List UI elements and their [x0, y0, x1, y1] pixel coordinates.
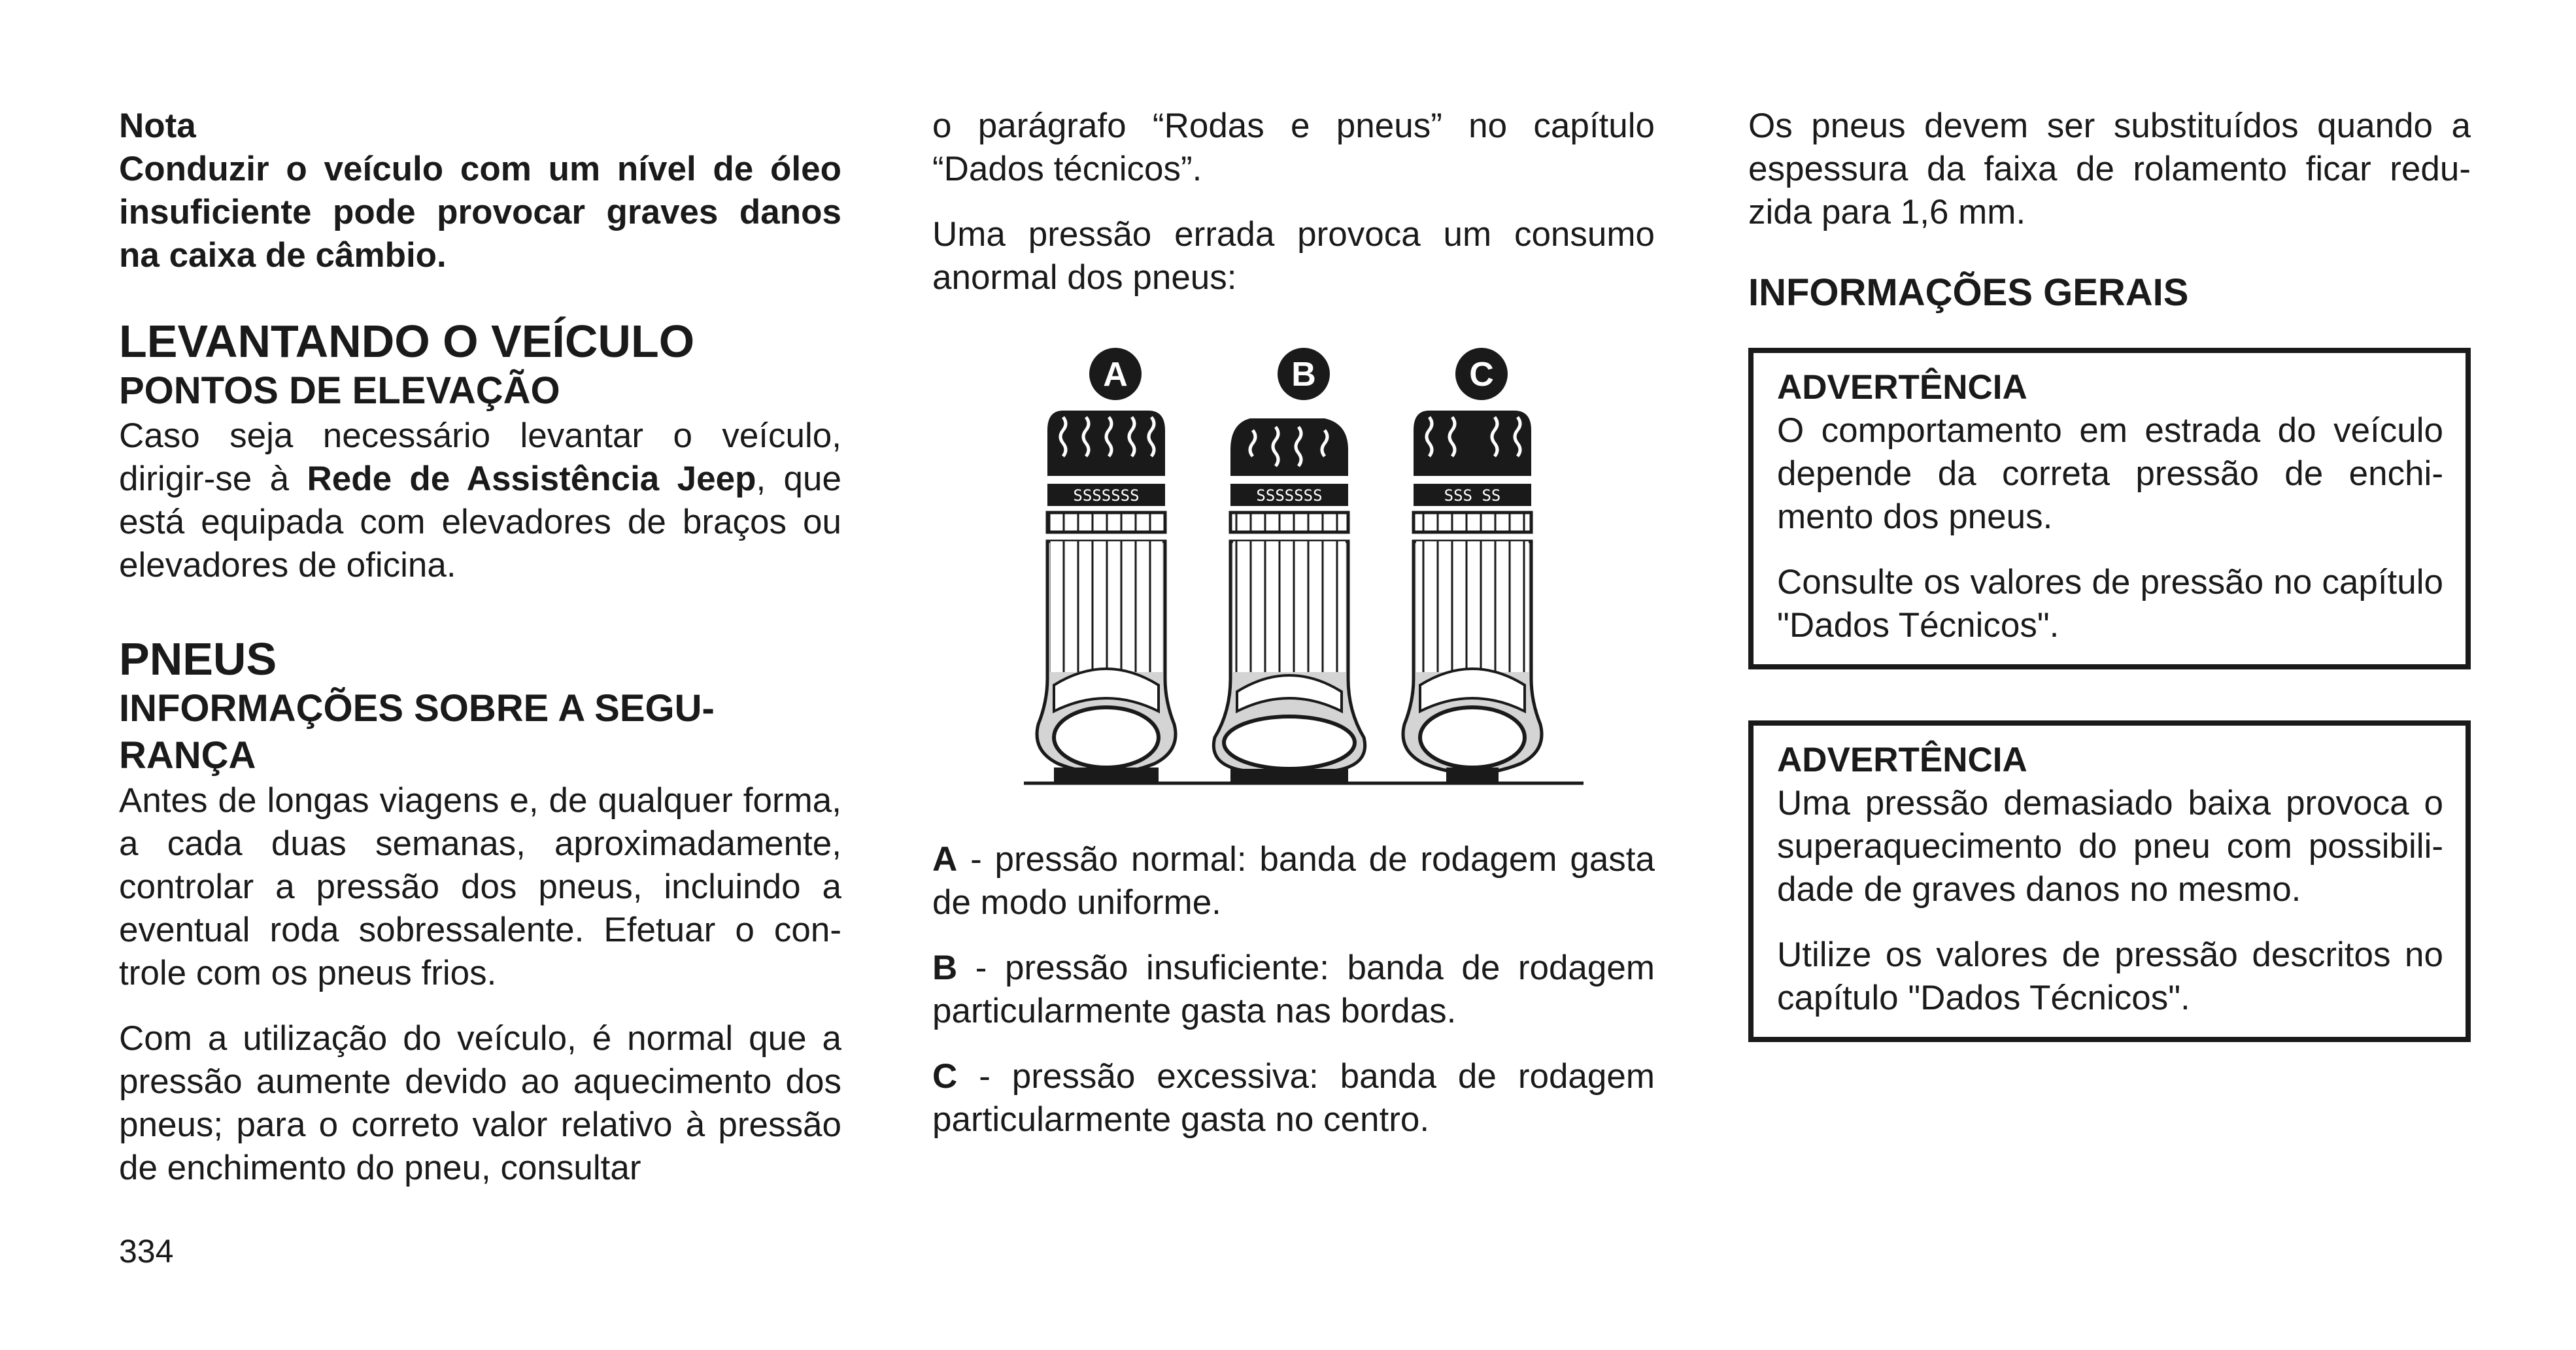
page-number: 334 — [119, 1233, 174, 1270]
warning-2-title: ADVERTÊNCIA — [1777, 741, 2027, 779]
warning-1-text-2: Consulte os valores de pressão no capítulo "Dados Técnicos". — [1777, 563, 2443, 645]
warning-2-text-1: Uma pressão demasiado baixa provoca o superaquecimento do pneu com possibili-dade de graves danos no mesmo. — [1777, 784, 2443, 909]
caption-c: C - pressão excessiva: banda de rodagem particularmente gasta no centro. — [932, 1057, 1655, 1139]
caption-b: B - pressão insuficiente: banda de rodagem particularmente gasta nas bordas. — [932, 949, 1655, 1030]
label-b-badge — [1278, 348, 1330, 400]
lift-paragraph: Caso seja necessário levantar o veículo, dirigir-se à Rede de Assistência Jeep, que está equipada com elevadores de braços ou elevadores de oficina. — [119, 416, 841, 584]
label-a: A — [1103, 356, 1128, 394]
warning-1-text-1: O comportamento em estrada do veículo depende da correta pressão de enchi-mento dos pneus. — [1777, 411, 2443, 536]
warning-box-1 — [1748, 348, 2471, 669]
heading-general-info: INFORMAÇÕES GERAIS — [1748, 271, 2189, 314]
tire-b — [1213, 418, 1364, 783]
warning-box-2 — [1748, 720, 2471, 1042]
note-text: Conduzir o veículo com um nível de óleo insuficiente pode provocar graves danos na caixa de câmbio. — [119, 150, 841, 275]
replace-paragraph: Os pneus devem ser substituídos quando a espessura da faixa de rolamento ficar redu-zida para 1,6 mm. — [1748, 107, 2471, 231]
tire-check-paragraph: Antes de longas viagens e, de qualquer forma, a cada duas semanas, aproximadamente, controlar a pressão dos pneus, incluindo a eventual roda sobressalente. Efetuar o con-trole com os pneus frios. — [119, 781, 841, 992]
tire-wear-figure — [932, 345, 1655, 829]
tire-c — [1403, 411, 1542, 783]
caption-a: A - pressão normal: banda de rodagem gasta de modo uniforme. — [932, 840, 1655, 922]
svg-text:SSSSSSS: SSSSSSS — [1256, 486, 1323, 505]
heading-lifting-vehicle: LEVANTANDO O VEÍCULO — [119, 316, 695, 367]
svg-text:SSS SS: SSS SS — [1444, 486, 1501, 505]
warning-2-text-2: Utilize os valores de pressão descritos no capítulo "Dados Técnicos". — [1777, 936, 2443, 1017]
heading-tires: PNEUS — [119, 633, 277, 684]
label-c: C — [1469, 356, 1494, 394]
right-column — [1748, 105, 2471, 1042]
left-column — [119, 105, 841, 1190]
tire-use-paragraph: Com a utilização do veículo, é normal que a pressão aumente devido ao aquecimento dos pneus; para o correto valor relativo à pressão de enchimento do pneu, consultar — [119, 1019, 841, 1187]
label-c-badge — [1455, 348, 1508, 400]
heading-safety-info-2: RANÇA — [119, 734, 256, 777]
middle-column — [932, 105, 1655, 1141]
tire-wear-illustration — [932, 345, 1655, 829]
warning-1-title: ADVERTÊNCIA — [1777, 368, 2027, 407]
heading-safety-info-1: INFORMAÇÕES SOBRE A SEGU- — [119, 687, 715, 730]
jeep-network: Rede de Assistência Jeep — [307, 460, 756, 498]
label-b: B — [1291, 356, 1316, 394]
tire-a — [1037, 411, 1176, 783]
note-title: Nota — [119, 107, 196, 145]
heading-lift-points: PONTOS DE ELEVAÇÃO — [119, 369, 560, 412]
wrong-pressure-paragraph: Uma pressão errada provoca um consumo anormal dos pneus: — [932, 215, 1655, 297]
svg-text:SSSSSSS: SSSSSSS — [1073, 486, 1140, 505]
label-a-badge — [1089, 348, 1142, 400]
continued-paragraph: o parágrafo “Rodas e pneus” no capítulo “Dados técnicos”. — [932, 107, 1655, 188]
